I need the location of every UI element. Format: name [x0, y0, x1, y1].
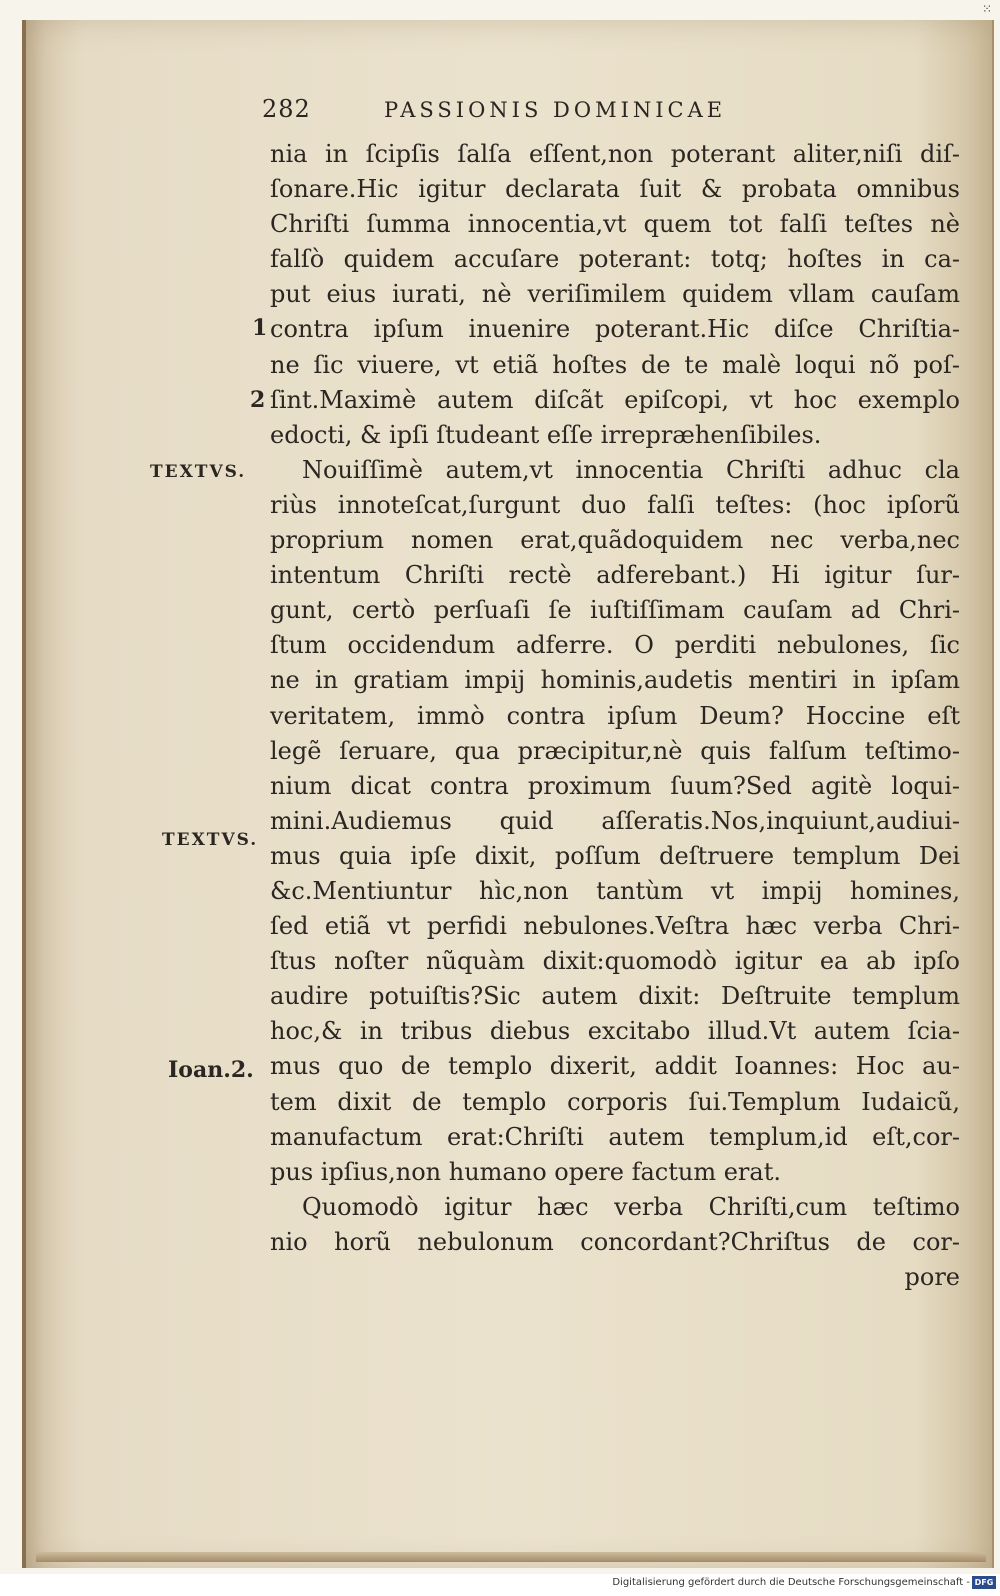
- text-line: manufactum erat:Chriſti autem templum,id eſt,cor-: [270, 1122, 960, 1151]
- text-line: nio horũ nebulonum concordant?Chriſtus de cor-: [270, 1227, 960, 1256]
- text-line: legẽ ſeruare, qua præcipitur,nè quis falſum teſtimo-: [270, 736, 960, 765]
- text-line: audire potuiſtis?Sic autem dixit: Deſtruite templum: [270, 982, 960, 1011]
- text-line: edocti, & ipſi ſtudeant eſſe irrepræhenſibiles.: [270, 420, 822, 449]
- text-line: ſonare.Hic igitur declarata ſuit & probata omnibus: [270, 175, 960, 204]
- text-line: ne ſic viuere, vt etiã hoſtes de te malè loqui nõ poſ-: [270, 350, 960, 379]
- text-line: Quomodò igitur hæc verba Chriſti,cum teſtimo: [302, 1192, 960, 1221]
- body-text: [270, 137, 960, 1295]
- text-line: gunt, certò perſuaſi ſe iuſtiſſimam cauſam ad Chri-: [270, 596, 960, 625]
- text-line: intentum Chriſti rectè adferebant.) Hi igitur ſur-: [270, 561, 960, 590]
- text-line: mus quo de templo dixerit, addit Ioannes: Hoc au-: [270, 1052, 960, 1081]
- page-number: 282: [262, 95, 311, 123]
- text-line: Nouiſſimè autem,vt innocentia Chriſti adhuc cla: [302, 455, 960, 484]
- text-line: ne in gratiam impij hominis,audetis mentiri in ipſam: [270, 666, 960, 695]
- margin-note-textus: TEXTVS.: [150, 462, 247, 482]
- text-line: nium dicat contra proximum ſuum?Sed agitè loqui-: [270, 771, 960, 800]
- text-line: ſed etiã vt perfidi nebulones.Veſtra hæc verba Chri-: [270, 912, 960, 941]
- page-edge: [36, 1552, 986, 1562]
- text-line: ſtum occidendum adferre. O perditi nebulones, ſic: [270, 631, 960, 660]
- text-line: pus ipſius,non humano opere factum erat.: [270, 1157, 781, 1186]
- text-line: Chriſti ſumma innocentia,vt quem tot falſi teſtes nè: [270, 210, 960, 239]
- footer-credit: Digitalisierung gefördert durch die Deutsche Forschungsgemeinschaft -: [612, 1577, 970, 1588]
- text-line: contra ipſum inuenire poterant.Hic diſce Chriſtia-: [270, 315, 960, 344]
- text-line: nia in ſcipſis ſalſa eſſent,non poterant aliter,niſi diſ-: [270, 140, 960, 168]
- running-head: [262, 95, 822, 135]
- text-line: ſtus noſter nũquàm dixit:quomodò igitur ea ab ipſo: [270, 947, 960, 976]
- margin-note-textus: TEXTVS.: [162, 830, 259, 850]
- text-line: &c.Mentiuntur hìc,non tantùm vt impij homines,: [270, 876, 960, 905]
- margin-note-number: 2: [250, 387, 266, 413]
- text-line: riùs innoteſcat,ſurgunt duo falſi teſtes: (hoc ipſorũ: [270, 490, 960, 519]
- text-line: falſò quidem accuſare poterant: totq; hoſtes in ca-: [270, 245, 960, 274]
- text-line: tem dixit de templo corporis ſui.Templum Iudaicũ,: [270, 1087, 960, 1116]
- running-title: PASSIONIS DOMINICAE: [384, 98, 727, 122]
- text-line: ſint.Maximè autem diſcãt epiſcopi, vt hoc exemplo: [270, 385, 960, 414]
- margin-note-scripture-reference: Ioan.2.: [168, 1057, 254, 1083]
- catchword: pore: [904, 1263, 960, 1291]
- margin-note-number: 1: [252, 315, 268, 341]
- text-line: mus quia ipſe dixit, poſſum deſtruere templum Dei: [270, 841, 960, 870]
- text-line: veritatem, immò contra ipſum Deum? Hoccine eſt: [270, 701, 960, 730]
- text-line: hoc,& in tribus diebus excitabo illud.Vt autem ſcia-: [270, 1017, 960, 1046]
- digitization-footer: [0, 1574, 1000, 1596]
- text-line: put eius iurati, nè veriſimilem quidem vllam cauſam: [270, 280, 960, 309]
- text-line: proprium nomen erat,quãdoquidem nec verba,nec: [270, 526, 960, 555]
- text-line: mini.Audiemus quid aſſeratis.Nos,inquiunt,audiui-: [270, 806, 960, 835]
- corner-marker-icon: ⁙: [982, 2, 993, 16]
- dfg-logo-icon: DFG: [972, 1576, 996, 1589]
